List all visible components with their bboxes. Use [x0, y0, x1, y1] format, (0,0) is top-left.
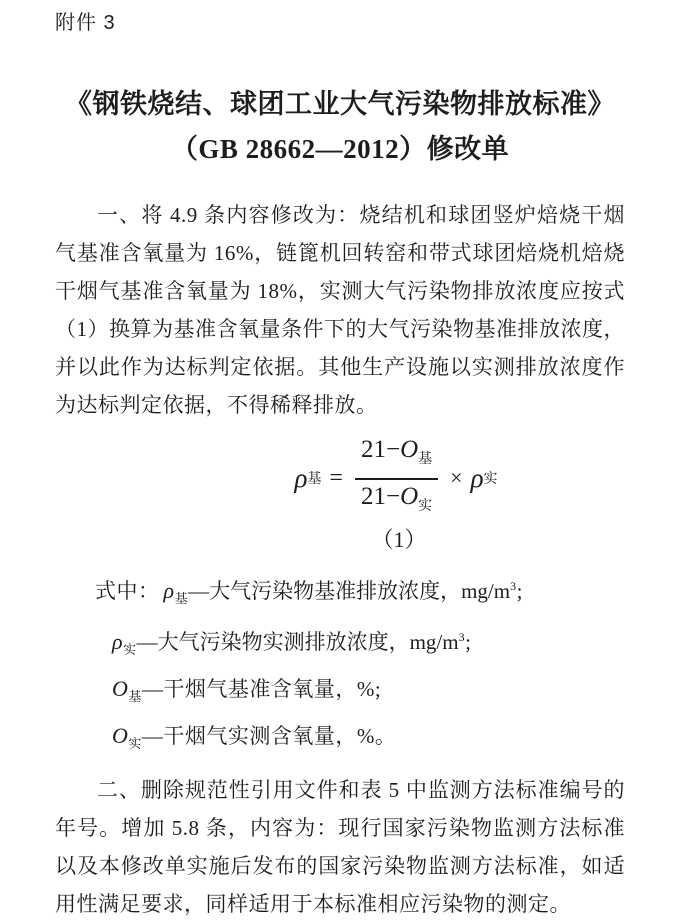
formula-multiply-sign: ×: [450, 465, 463, 490]
o-base-description: —干烟气基准含氧量，%;: [141, 677, 382, 701]
rho-base-tail: ;: [516, 579, 523, 603]
rho-actual-description: —大气污染物实测排放浓度，mg/m: [136, 630, 459, 654]
formula-numerator-subscript: 基: [418, 451, 433, 467]
attachment-label: 附件 3: [55, 12, 116, 34]
rho-actual-subscript: 实: [123, 642, 137, 657]
o-actual-description: —干烟气实测含氧量，%。: [141, 724, 397, 748]
formula-fraction: [355, 436, 438, 521]
rho-base-superscript: 3: [510, 579, 517, 593]
formula-denominator-text: 21−: [360, 482, 401, 510]
rho-base-description: —大气污染物基准排放浓度，mg/m: [188, 579, 511, 603]
where-item-o-actual: [55, 716, 625, 763]
formula-numerator-symbol: O: [400, 435, 419, 463]
formula-denominator: [355, 480, 438, 521]
rho-base-subscript: 基: [174, 591, 189, 606]
formula-equation: [55, 435, 625, 514]
formula-where-list: [55, 567, 625, 763]
rho-actual-symbol: ρ: [112, 629, 124, 654]
paragraph-item-2: 二、删除规范性引用文件和表 5 中监测方法标准编号的年号。增加 5.8 条，内容为：现行国家污染物监测方法标准以及本修改单实施后发布的国家污染物监测方法标准，如适用性满足要求，同样适用于本标准相应污染物的测定。: [55, 778, 625, 916]
o-actual-symbol: O: [112, 723, 129, 748]
where-item-rho-base: [55, 567, 625, 618]
formula-equals-sign: =: [329, 464, 343, 491]
document-title-line2: （GB 28662—2012）修改单: [170, 134, 510, 164]
formula-denominator-subscript: 实: [418, 498, 433, 514]
o-base-symbol: O: [112, 676, 129, 701]
where-item-o-base: [55, 669, 625, 716]
formula-lhs-subscript: 基: [307, 472, 322, 487]
document-title: [55, 82, 625, 172]
formula-denominator-symbol: O: [400, 482, 419, 510]
equation-number: （1）: [371, 527, 427, 552]
formula-rhs-subscript: 实: [483, 472, 498, 487]
document-title-line1: 《钢铁烧结、球团工业大气污染物排放标准》: [65, 89, 615, 119]
o-actual-subscript: 实: [128, 736, 142, 751]
rho-base-symbol: ρ: [163, 578, 175, 603]
formula-rhs-symbol: ρ: [470, 462, 484, 493]
formula-lhs-symbol: ρ: [294, 462, 308, 493]
formula-numerator-text: 21−: [360, 435, 401, 463]
where-item-rho-actual: [55, 618, 625, 669]
rho-actual-superscript: 3: [458, 630, 466, 644]
formula-numerator: [355, 436, 438, 480]
o-base-subscript: 基: [128, 689, 142, 704]
paragraph-item-1: 一、将 4.9 条内容修改为：烧结机和球团竖炉焙烧干烟气基准含氧量为 16%，链篦机回转窑和带式球团焙烧机焙烧干烟气基准含氧量为 18%，实测大气污染物排放浓度应按式（1）换算为基准含氧量条件下的大气污染物基准排放浓度，并以此作为达标判定依据。其他生产设施以实测排放浓度作为达标判定依据，不得稀释排放。: [55, 203, 625, 417]
where-intro-label: 式中：: [95, 579, 160, 603]
rho-actual-tail: ;: [465, 630, 472, 654]
